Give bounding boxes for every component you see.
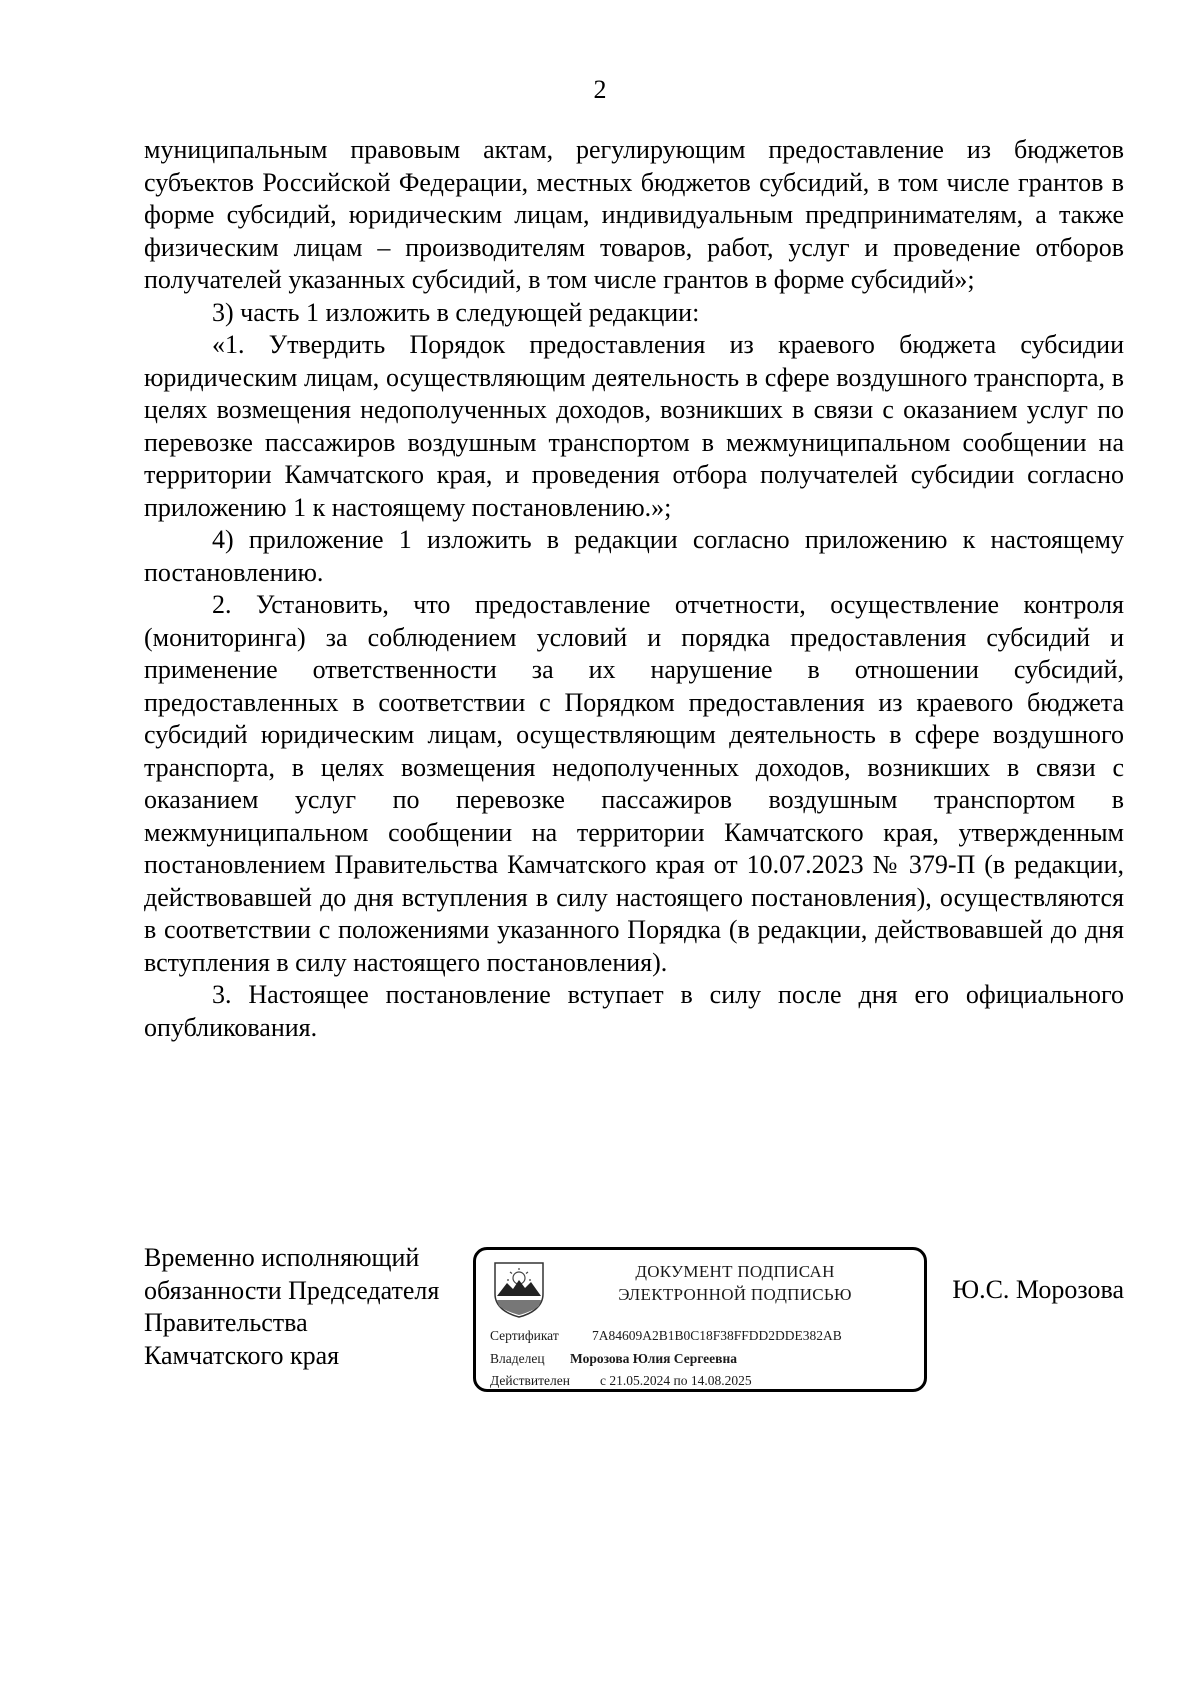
stamp-heading-line: ЭЛЕКТРОННОЙ ПОДПИСЬЮ — [618, 1285, 852, 1304]
owner-label: Владелец — [490, 1351, 545, 1366]
stamp-validity-row — [490, 1373, 914, 1389]
electronic-signature-stamp — [473, 1247, 927, 1392]
paragraph-item-3: 3) часть 1 изложить в следующей редакции: — [212, 297, 700, 327]
document-body — [144, 134, 1124, 1044]
signer-name: Ю.С. Морозова — [952, 1275, 1124, 1304]
page-number: 2 — [593, 75, 607, 104]
owner-value: Морозова Юлия Сергеевна — [570, 1351, 737, 1366]
signer-title-line: Временно исполняющий — [144, 1243, 420, 1272]
kamchatka-emblem-icon — [492, 1260, 546, 1318]
validity-value: с 21.05.2024 по 14.08.2025 — [600, 1373, 752, 1388]
signer-title — [144, 1242, 474, 1372]
validity-label: Действителен — [490, 1373, 570, 1388]
certificate-value: 7A84609A2B1B0C18F38FFDD2DDE382AB — [592, 1328, 842, 1343]
paragraph-clause-3: 3. Настоящее постановление вступает в силу после дня его официального опубликования. — [144, 980, 1124, 1042]
stamp-certificate-row — [490, 1328, 914, 1344]
paragraph-clause-2: 2. Установить, что предоставление отчетности, осуществление контроля (мониторинга) за соблюдением условий и порядка предоставления субсидий и применение ответственности за их нарушение в отношении субсидий, предоставленных в соответствии с Порядком предоставления из краевого бюджета субсидий юридическим лицам, осуществляющим деятельность в сфере воздушного транспорта, в целях возмещения недополученных доходов, возникших в связи с оказанием услуг по перевозке пассажиров воздушным транспортом в межмуниципальном сообщении на территории Камчатского края, утвержденным постановлением Правительства Камчатского края от 10.07.2023 № 379-П (в редакции, действовавшей до дня вступления в силу настоящего постановления), осуществляются в соответствии с положениями указанного Порядка (в редакции, действовавшей до дня вступления в силу настоящего постановления). — [144, 590, 1124, 977]
signer-title-line: Правительства — [144, 1308, 308, 1337]
paragraph-part-1-text: «1. Утвердить Порядок предоставления из краевого бюджета субсидии юридическим лицам, осуществляющим деятельность в сфере воздушного транспорта, в целях возмещения недополученных доходов, возникших в связи с оказанием услуг по перевозке пассажиров воздушным транспортом в межмуниципальном сообщении на территории Камчатского края, и проведения отбора получателей субсидии согласно приложению 1 к настоящему постановлению.»; — [144, 330, 1124, 522]
stamp-owner-row — [490, 1351, 914, 1367]
paragraph-continuation: муниципальным правовым актам, регулирующим предоставление из бюджетов субъектов Российской Федерации, местных бюджетов субсидий, в том числе грантов в форме субсидий, юридическим лицам, индивидуальным предпринимателям, а также физическим лицам – производителям товаров, работ, услуг и проведение отборов получателей указанных субсидий, в том числе грантов в форме субсидий»; — [144, 135, 1124, 294]
stamp-heading-line: ДОКУМЕНТ ПОДПИСАН — [635, 1262, 835, 1281]
certificate-label: Сертификат — [490, 1328, 559, 1343]
signer-title-line: обязанности Председателя — [144, 1275, 440, 1305]
signer-title-line: Камчатского края — [144, 1340, 340, 1370]
paragraph-item-4: 4) приложение 1 изложить в редакции согласно приложению к настоящему постановлению. — [144, 525, 1124, 587]
stamp-heading — [556, 1260, 914, 1306]
